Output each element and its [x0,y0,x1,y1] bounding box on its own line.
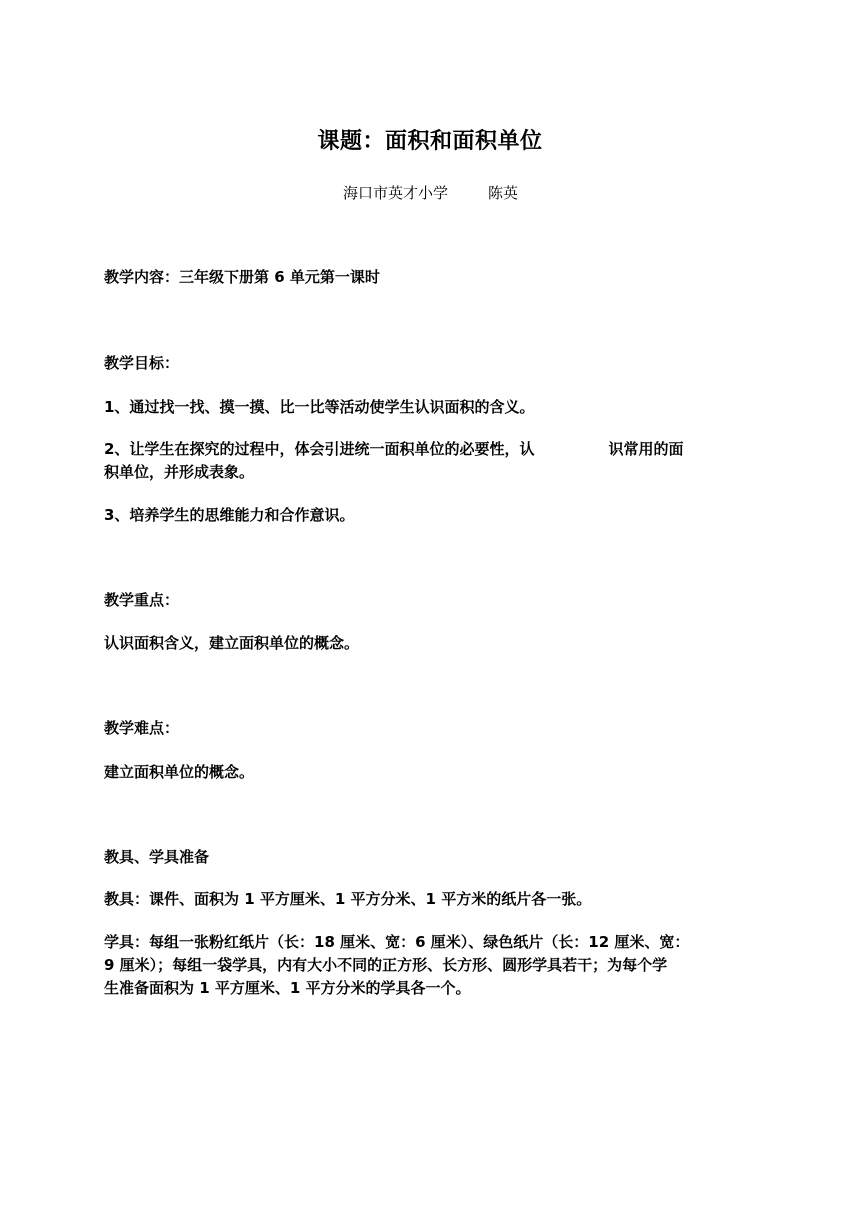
objective-2-line-2: 积单位，并形成表象。 [104,463,255,481]
lesson-title: 课题：面积和面积单位 [317,129,543,154]
objective-2-part-1: 2、让学生在探究的过程中，体会引进统一面积单位的必要性，认 [104,440,535,458]
difficulties-text: 建立面积单位的概念。 [104,763,255,781]
objective-1: 1、通过找一找、摸一摸、比一比等活动使学生认识面积的含义。 [104,398,535,416]
objective-2-part-2: 识常用的面 [608,440,684,458]
teaching-content: 教学内容：三年级下册第 6 单元第一课时 [104,268,380,286]
teaching-aids: 教具：课件、面积为 1 平方厘米、1 平方分米、1 平方米的纸片各一张。 [104,890,592,908]
school-name: 海口市英才小学 [343,184,449,202]
author-name: 陈英 [488,184,519,202]
key-points-heading: 教学重点： [104,591,180,609]
materials-heading: 教具、学具准备 [104,848,210,866]
student-aids-line-1: 学具：每组一张粉红纸片（长：18 厘米、宽：6 厘米）、绿色纸片（长：12 厘米、宽： [104,933,690,951]
student-aids-line-2: 9 厘米）；每组一袋学具，内有大小不同的正方形、长方形、圆形学具若干；为每个学 [104,956,668,974]
objective-3: 3、培养学生的思维能力和合作意识。 [104,506,355,524]
objectives-heading: 教学目标： [104,354,180,372]
byline [343,182,518,203]
difficulties-heading: 教学难点： [104,719,180,737]
objective-2-line-1 [104,438,764,461]
student-aids-line-3: 生准备面积为 1 平方厘米、1 平方分米的学具各一个。 [104,979,471,997]
key-points-text: 认识面积含义，建立面积单位的概念。 [104,634,360,652]
